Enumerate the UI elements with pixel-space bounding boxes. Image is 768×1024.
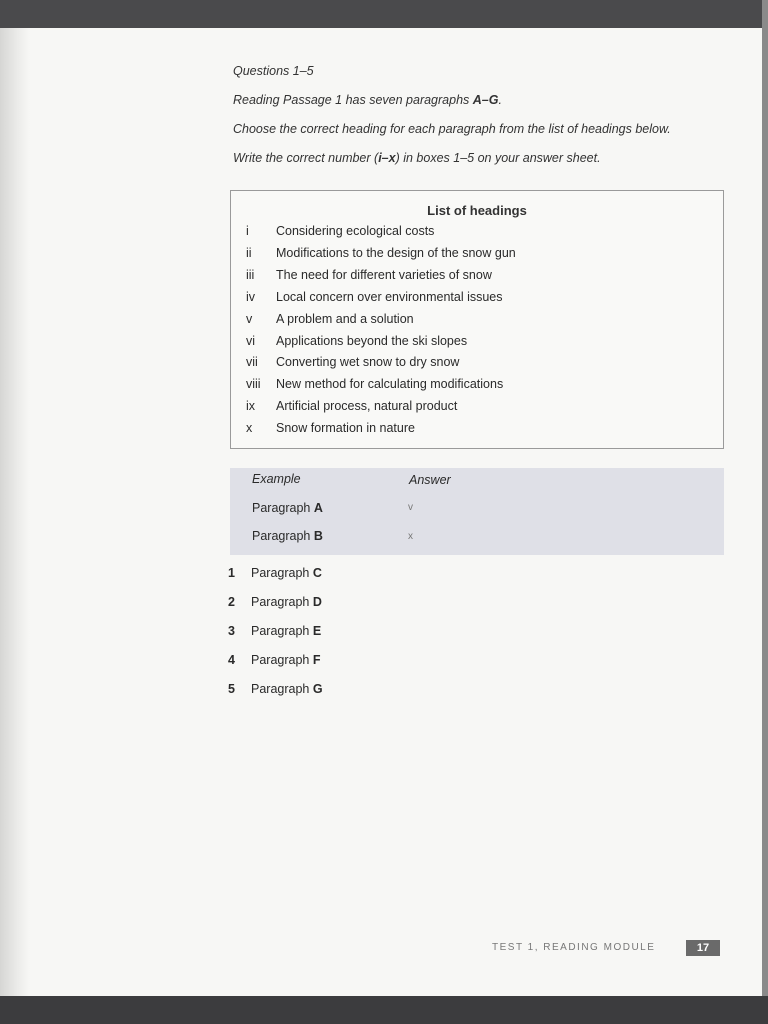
heading-numeral: x [246,421,253,435]
heading-numeral: viii [246,377,261,391]
instruction-paragraphs [233,93,502,107]
heading-numeral: ix [246,399,256,413]
instruction-write-pre: Write the correct number ( [233,151,379,165]
heading-text: Considering ecological costs [276,224,435,238]
example-box [230,468,724,555]
answer-header: Answer [409,473,451,487]
heading-numeral: ii [246,246,252,260]
book-page [0,28,762,996]
question-label [251,595,322,609]
heading-numeral: vi [246,334,256,348]
heading-text: Artificial process, natural product [276,399,458,413]
example-row-word: Paragraph [252,501,311,515]
page-number: 17 [686,940,720,956]
question-label [251,682,323,696]
question-word: Paragraph [251,566,310,580]
heading-text: Local concern over environmental issues [276,290,503,304]
question-label [251,653,321,667]
running-footer: TEST 1, READING MODULE [492,942,656,953]
question-letter: E [312,624,322,638]
heading-text: Modifications to the design of the snow gun [276,246,516,260]
heading-text: A problem and a solution [276,312,414,326]
example-row-label [252,529,323,543]
question-word: Paragraph [251,653,310,667]
question-letter: D [312,595,322,609]
heading-numeral: iii [246,268,255,282]
page-right-edge [762,0,768,1024]
page-gutter [0,28,30,996]
heading-numeral: iv [246,290,256,304]
heading-text: Snow formation in nature [276,421,415,435]
heading-text: New method for calculating modifications [276,377,504,391]
example-header: Example [252,472,301,486]
question-label [251,624,321,638]
example-row-answer: v [408,502,413,513]
question-word: Paragraph [251,595,310,609]
question-word: Paragraph [251,682,310,696]
heading-text: Converting wet snow to dry snow [276,355,460,369]
question-number: 4 [228,653,235,667]
example-row-letter: A [313,501,323,515]
question-letter: G [312,682,323,696]
example-row-word: Paragraph [252,529,311,543]
question-number: 5 [228,682,235,696]
instruction-paragraphs-pre: Reading Passage 1 has seven paragraphs [233,93,473,107]
question-number: 1 [228,566,235,580]
list-of-headings-box [230,190,724,449]
question-number: 2 [228,595,235,609]
question-label [251,566,322,580]
instruction-paragraphs-range: A–G [472,93,499,107]
heading-numeral: vii [246,355,258,369]
instruction-choose: Choose the correct heading for each paragraph from the list of headings below. [233,122,671,136]
page-bottom-edge [0,996,768,1024]
instruction-write-post: ) in boxes 1–5 on your answer sheet. [395,151,601,165]
instruction-write [233,151,601,165]
heading-text: Applications beyond the ski slopes [276,334,468,348]
question-word: Paragraph [251,624,310,638]
heading-numeral: i [246,224,249,238]
instruction-write-range: i–x [378,151,396,165]
example-row-answer: x [408,531,413,542]
questions-range: Questions 1–5 [233,64,314,78]
example-row-label [252,501,323,515]
question-letter: F [312,653,321,667]
instruction-paragraphs-post: . [498,93,502,107]
heading-numeral: v [246,312,253,326]
question-number: 3 [228,624,235,638]
example-row-letter: B [313,529,323,543]
list-of-headings-title [231,203,723,218]
question-letter: C [312,566,322,580]
list-of-headings-title-text: List of headings [427,203,527,218]
heading-text: The need for different varieties of snow [276,268,492,282]
